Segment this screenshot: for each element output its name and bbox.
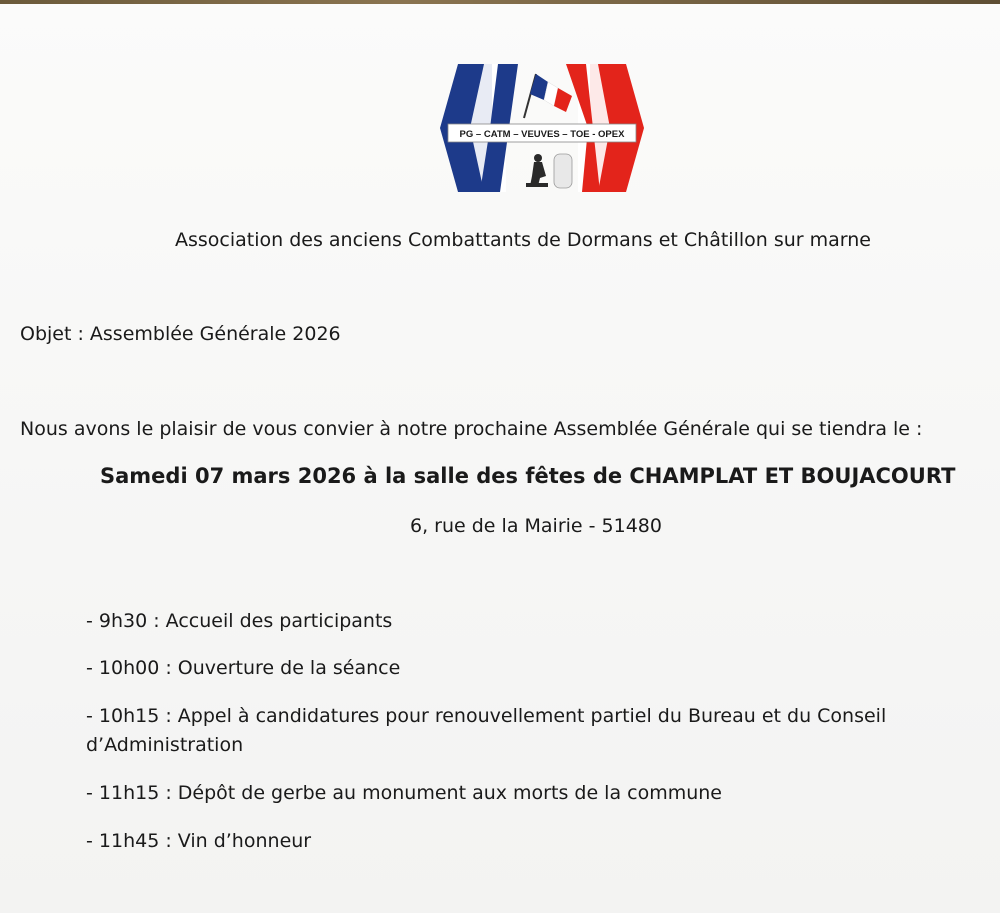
agenda-item: - 11h15 : Dépôt de gerbe au monument aux morts de la commune (86, 782, 722, 804)
agenda-item: - 9h30 : Accueil des participants (86, 610, 393, 632)
kneeling-soldier-icon (526, 154, 548, 187)
logo-banner-text: PG – CATM – VEUVES – TOE - OPEX (459, 129, 625, 140)
monument-icon (554, 154, 572, 188)
page-top-edge (0, 0, 1000, 4)
agenda-item: - 10h15 : Appel à candidatures pour renouvellement partiel du Bureau et du Conseil d’Administration (86, 705, 887, 756)
association-name: Association des anciens Combattants de Dormans et Châtillon sur marne (175, 229, 871, 251)
subject-line: Objet : Assemblée Générale 2026 (20, 323, 341, 345)
event-address: 6, rue de la Mairie - 51480 (410, 515, 662, 537)
event-title: Samedi 07 mars 2026 à la salle des fêtes de CHAMPLAT ET BOUJACOURT (100, 464, 956, 488)
agenda-item: - 10h00 : Ouverture de la séance (86, 657, 401, 679)
invitation-text: Nous avons le plaisir de vous convier à notre prochaine Assemblée Générale qui se tiendra le : (20, 418, 923, 440)
agenda-item: - 11h45 : Vin d’honneur (86, 830, 312, 852)
agenda-list (86, 607, 966, 875)
association-logo (440, 60, 644, 196)
